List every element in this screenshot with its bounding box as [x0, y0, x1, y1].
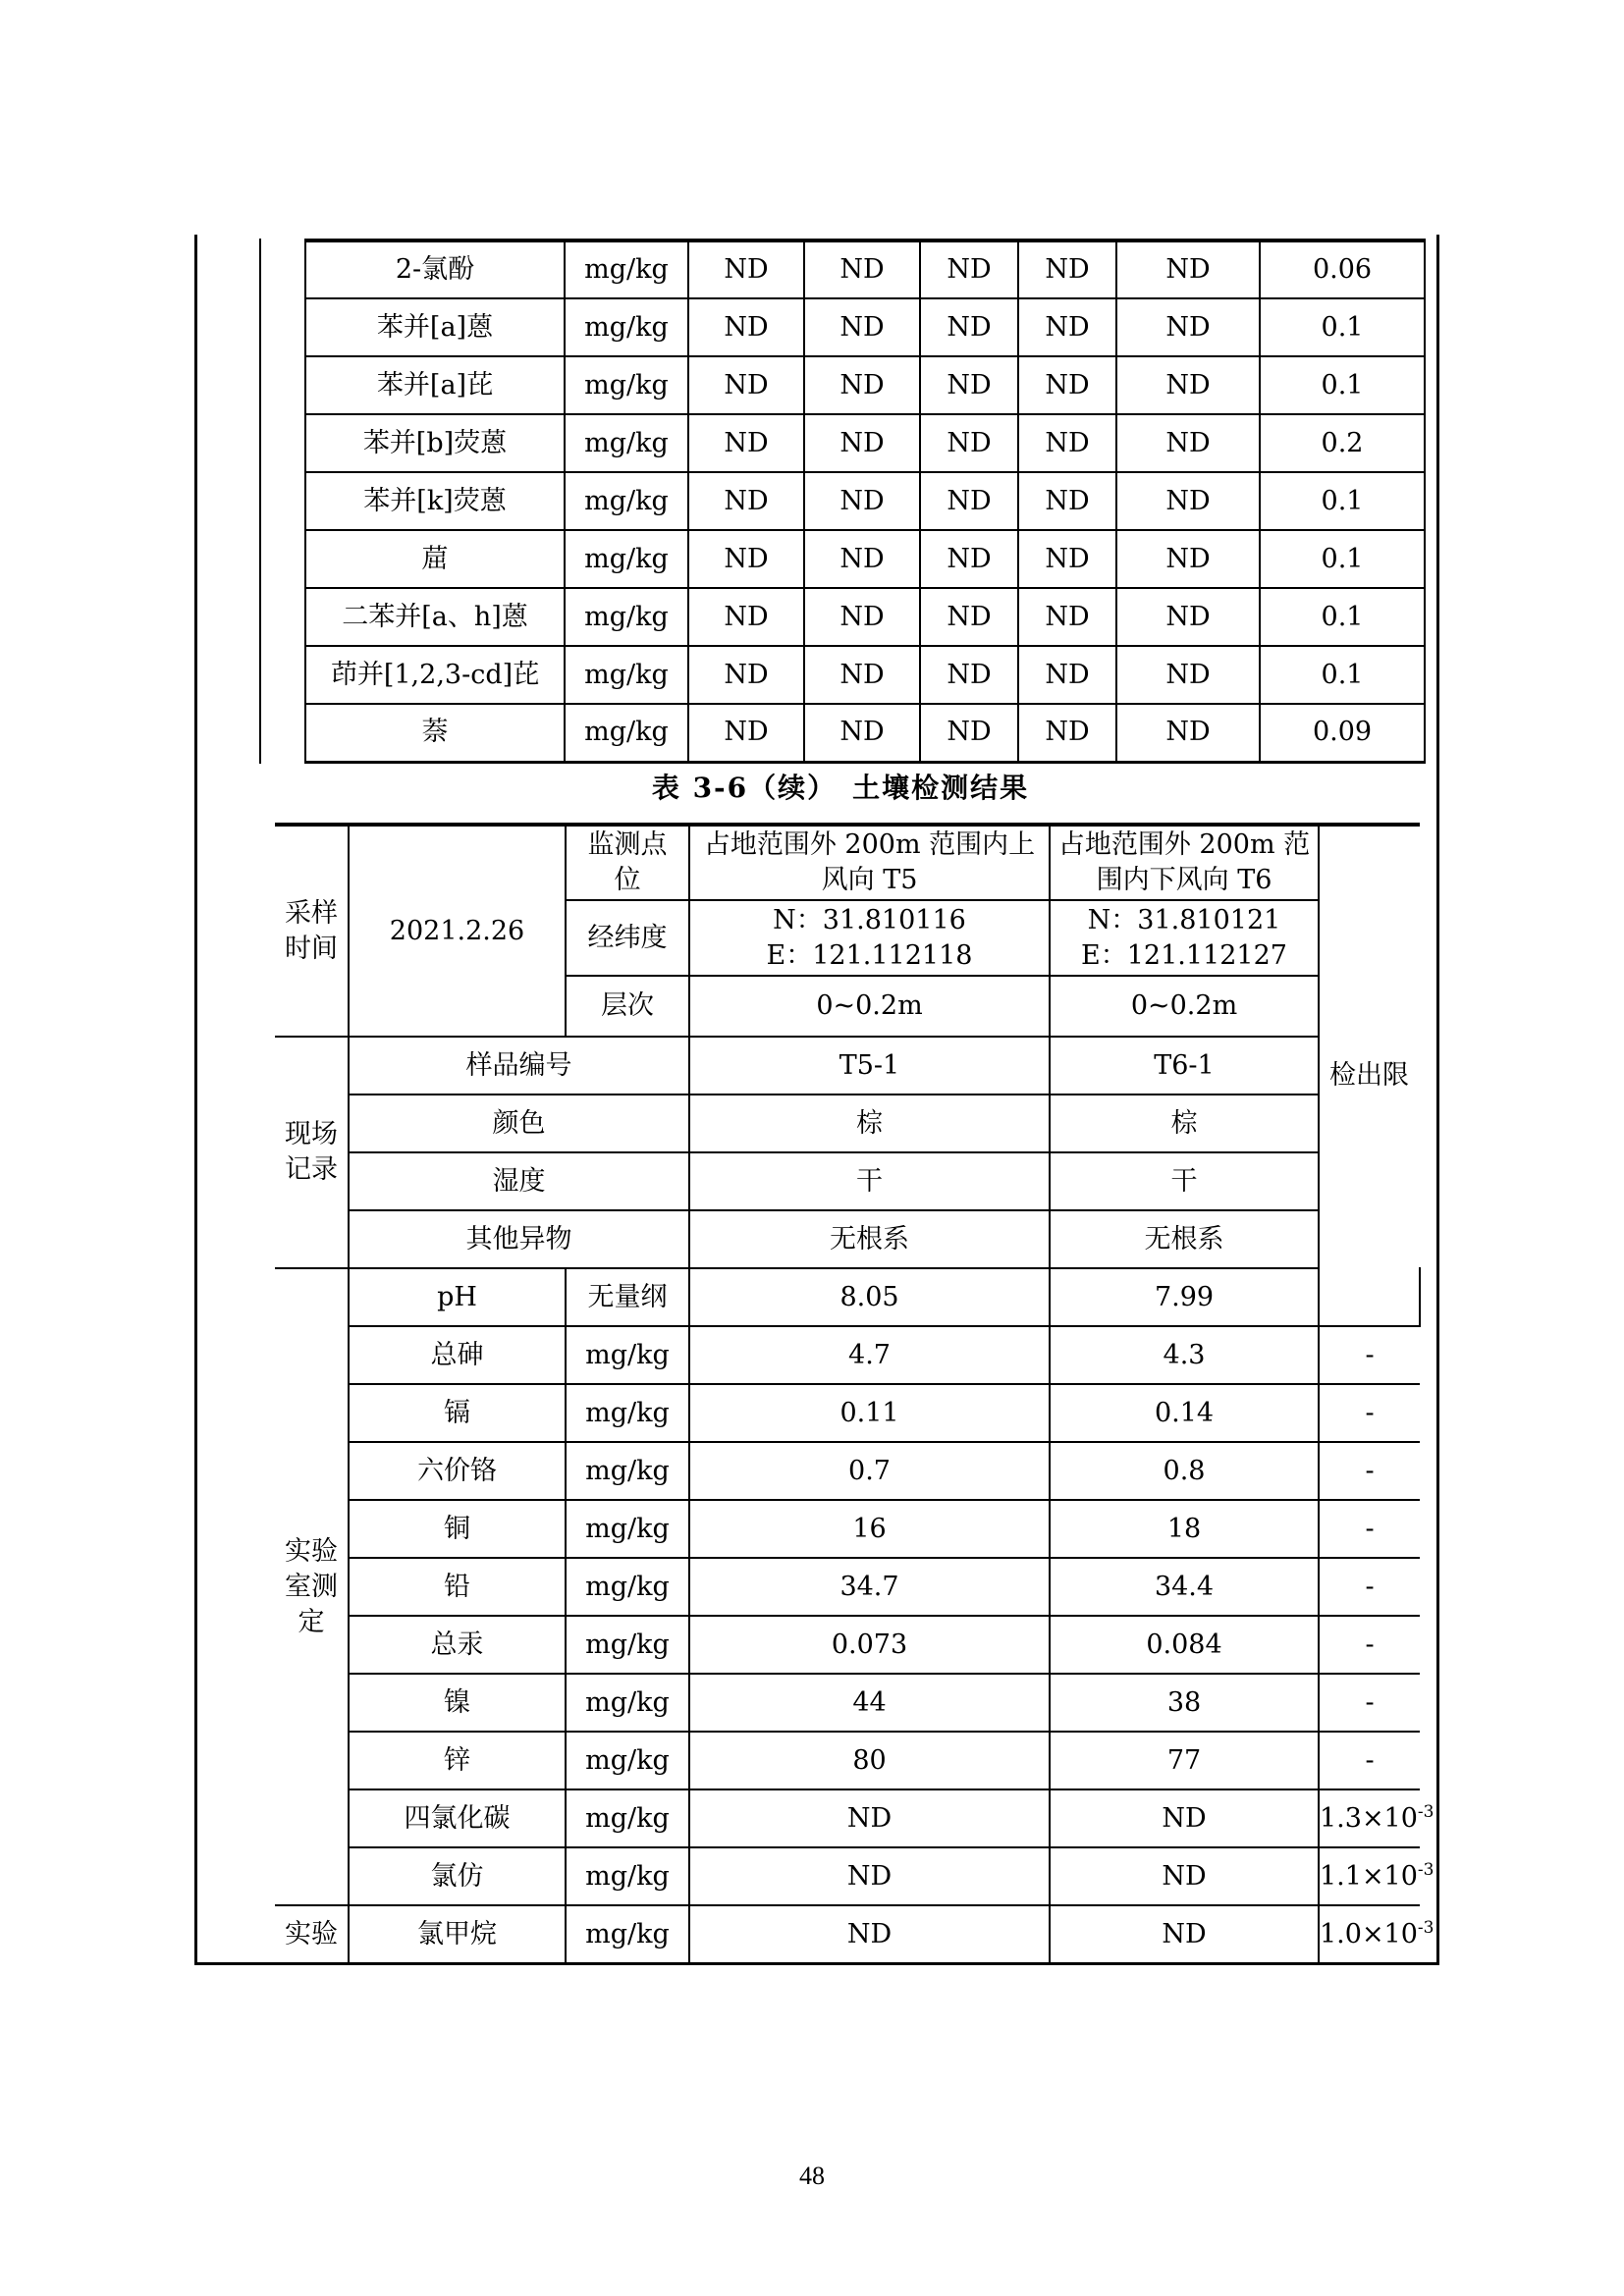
unit: mg/kg	[566, 1789, 689, 1847]
table-row	[275, 1616, 1420, 1674]
parameter-name: pH	[349, 1268, 566, 1326]
field-label-other: 其他异物	[349, 1210, 689, 1268]
lab-label-continued: 实验	[275, 1905, 349, 1963]
field-label-color: 颜色	[349, 1095, 689, 1152]
limit-exponent: -3	[1417, 1859, 1435, 1880]
result-value: ND	[804, 414, 920, 472]
parameter-name: 四氯化碳	[349, 1789, 566, 1847]
result-value: ND	[688, 414, 804, 472]
result-value: ND	[920, 240, 1018, 298]
limit-base: 1.1×10	[1320, 1860, 1418, 1892]
result-t5: 44	[689, 1674, 1050, 1732]
detection-limit-label: 检出限	[1319, 825, 1420, 1326]
result-value: ND	[804, 704, 920, 762]
result-value: ND	[1018, 472, 1116, 530]
result-t6: 38	[1050, 1674, 1319, 1732]
table-row	[275, 1558, 1420, 1616]
field-label-sample-id: 样品编号	[349, 1037, 689, 1095]
parameter-name: 总汞	[349, 1616, 566, 1674]
field-t6-sample-id: T6-1	[1050, 1037, 1319, 1095]
result-value: ND	[688, 356, 804, 414]
result-t6: 4.3	[1050, 1326, 1319, 1384]
table-caption: 表 3-6（续） 土壤检测结果	[651, 772, 1030, 804]
result-value: ND	[1018, 298, 1116, 356]
parameter-name: 苯并[k]荧蒽	[305, 472, 565, 530]
table-row	[275, 1789, 1420, 1847]
field-record-label: 现场记录	[275, 1037, 349, 1268]
result-value: ND	[1018, 704, 1116, 762]
result-value: ND	[1116, 472, 1260, 530]
result-t6: ND	[1050, 1847, 1319, 1905]
detection-limit: 0.09	[1260, 704, 1425, 762]
unit: mg/kg	[566, 1847, 689, 1905]
unit: mg/kg	[566, 1674, 689, 1732]
table-row	[305, 356, 1425, 414]
unit: mg/kg	[566, 1905, 689, 1963]
detection-limit: -	[1319, 1326, 1420, 1384]
result-value: ND	[688, 588, 804, 646]
lab-label: 实验室测定	[275, 1268, 349, 1905]
sampling-date: 2021.2.26	[349, 825, 566, 1037]
detection-limit: -	[1319, 1500, 1420, 1558]
detection-limit: -	[1319, 1616, 1420, 1674]
table-row	[275, 1674, 1420, 1732]
detection-limit: -	[1319, 1732, 1420, 1789]
table-row	[305, 704, 1425, 762]
result-value: ND	[920, 414, 1018, 472]
parameter-name: 苯并[a]蒽	[305, 298, 565, 356]
result-t6: 34.4	[1050, 1558, 1319, 1616]
parameter-name: 茚并[1,2,3-cd]芘	[305, 646, 565, 704]
coord-t5-e: E：121.112118	[766, 939, 973, 971]
parameter-name: 铅	[349, 1558, 566, 1616]
result-t5: ND	[689, 1789, 1050, 1847]
field-t6-color: 棕	[1050, 1095, 1319, 1152]
result-value: ND	[1018, 356, 1116, 414]
result-value: ND	[1116, 646, 1260, 704]
result-value: ND	[920, 646, 1018, 704]
result-value: ND	[688, 646, 804, 704]
detection-limit: 0.1	[1260, 356, 1425, 414]
result-t6: 0.084	[1050, 1616, 1319, 1674]
layer-label: 层次	[566, 976, 689, 1037]
result-value: ND	[920, 588, 1018, 646]
unit: 无量纲	[566, 1268, 689, 1326]
parameter-name: 六价铬	[349, 1442, 566, 1500]
result-value: ND	[1116, 414, 1260, 472]
result-t5: 4.7	[689, 1326, 1050, 1384]
unit: mg/kg	[566, 1326, 689, 1384]
results-table-top	[304, 239, 1426, 764]
detection-limit: -	[1319, 1442, 1420, 1500]
result-t5: 80	[689, 1732, 1050, 1789]
result-value: ND	[804, 588, 920, 646]
result-value: ND	[1018, 646, 1116, 704]
result-value: ND	[920, 704, 1018, 762]
unit: mg/kg	[565, 646, 688, 704]
result-value: ND	[804, 298, 920, 356]
field-t6-other: 无根系	[1050, 1210, 1319, 1268]
parameter-name: 二苯并[a、h]蒽	[305, 588, 565, 646]
parameter-name: 锌	[349, 1732, 566, 1789]
result-value: ND	[920, 472, 1018, 530]
site-t6: 占地范围外 200m 范围内下风向 T6	[1050, 825, 1319, 900]
unit: mg/kg	[565, 588, 688, 646]
detection-limit: 0.06	[1260, 240, 1425, 298]
table-row	[275, 1442, 1420, 1500]
result-value: ND	[1116, 704, 1260, 762]
detection-limit	[1319, 1789, 1435, 1847]
coord-t6	[1050, 900, 1319, 976]
result-t6: 18	[1050, 1500, 1319, 1558]
result-value: ND	[804, 530, 920, 588]
limit-exponent: -3	[1417, 1918, 1435, 1938]
detection-limit: 0.2	[1260, 414, 1425, 472]
parameter-name: 2-氯酚	[305, 240, 565, 298]
result-value: ND	[1018, 530, 1116, 588]
frame-inner-rule	[259, 239, 261, 764]
table-row	[305, 588, 1425, 646]
result-value: ND	[1018, 240, 1116, 298]
result-t6: 77	[1050, 1732, 1319, 1789]
table-row	[275, 1384, 1420, 1442]
result-value: ND	[688, 704, 804, 762]
result-t6: ND	[1050, 1789, 1319, 1847]
unit: mg/kg	[565, 414, 688, 472]
result-t5: ND	[689, 1905, 1050, 1963]
result-value: ND	[688, 530, 804, 588]
result-value: ND	[688, 472, 804, 530]
parameter-name: 镍	[349, 1674, 566, 1732]
field-t5-sample-id: T5-1	[689, 1037, 1050, 1095]
unit: mg/kg	[565, 472, 688, 530]
table-row	[275, 1905, 1420, 1963]
detection-limit: -	[1319, 1674, 1420, 1732]
coord-t6-e: E：121.112127	[1081, 939, 1287, 971]
result-t5: 8.05	[689, 1268, 1050, 1326]
detection-limit	[1319, 1905, 1435, 1963]
table-row	[275, 1847, 1420, 1905]
detection-limit: 0.1	[1260, 472, 1425, 530]
result-value: ND	[804, 472, 920, 530]
page-number: 48	[799, 2162, 825, 2190]
result-value: ND	[1116, 356, 1260, 414]
unit: mg/kg	[566, 1384, 689, 1442]
top-table-body	[305, 240, 1425, 762]
result-value: ND	[804, 356, 920, 414]
detection-limit: 0.1	[1260, 646, 1425, 704]
detection-limit: -	[1319, 1558, 1420, 1616]
result-value: ND	[1116, 240, 1260, 298]
field-t5-other: 无根系	[689, 1210, 1050, 1268]
result-value: ND	[688, 298, 804, 356]
layer-t5: 0~0.2m	[689, 976, 1050, 1037]
parameter-name: 苯并[a]芘	[305, 356, 565, 414]
result-t5: 0.11	[689, 1384, 1050, 1442]
result-t6: 0.14	[1050, 1384, 1319, 1442]
result-value: ND	[1018, 588, 1116, 646]
table-row	[275, 1732, 1420, 1789]
result-t6: 7.99	[1050, 1268, 1319, 1326]
limit-exponent: -3	[1417, 1801, 1435, 1822]
parameter-name: 萘	[305, 704, 565, 762]
result-t5: 0.073	[689, 1616, 1050, 1674]
detection-limit: 0.1	[1260, 588, 1425, 646]
coord-t5	[689, 900, 1050, 976]
result-value: ND	[1116, 588, 1260, 646]
site-t5: 占地范围外 200m 范围内上风向 T5	[689, 825, 1050, 900]
result-value: ND	[1018, 414, 1116, 472]
parameter-name: 苯并[b]荧蒽	[305, 414, 565, 472]
unit: mg/kg	[566, 1500, 689, 1558]
parameter-name: 镉	[349, 1384, 566, 1442]
detection-limit: -	[1319, 1384, 1420, 1442]
result-value: ND	[1116, 530, 1260, 588]
unit: mg/kg	[565, 530, 688, 588]
table-row	[305, 298, 1425, 356]
coord-label: 经纬度	[566, 900, 689, 976]
table-row	[275, 1326, 1420, 1384]
result-t5: 16	[689, 1500, 1050, 1558]
field-t6-humidity: 干	[1050, 1152, 1319, 1210]
unit: mg/kg	[566, 1558, 689, 1616]
result-t5: 0.7	[689, 1442, 1050, 1500]
site-label: 监测点位	[566, 825, 689, 900]
layer-t6: 0~0.2m	[1050, 976, 1319, 1037]
table-row	[305, 530, 1425, 588]
result-value: ND	[688, 240, 804, 298]
result-value: ND	[920, 530, 1018, 588]
result-t6: 0.8	[1050, 1442, 1319, 1500]
table-row	[305, 240, 1425, 298]
limit-base: 1.0×10	[1320, 1919, 1418, 1949]
result-value: ND	[804, 240, 920, 298]
sampling-time-label: 采样时间	[275, 825, 349, 1037]
result-t5: 34.7	[689, 1558, 1050, 1616]
detection-limit: 0.1	[1260, 298, 1425, 356]
unit: mg/kg	[566, 1732, 689, 1789]
parameter-name: 铜	[349, 1500, 566, 1558]
soil-results-table	[275, 823, 1435, 1963]
unit: mg/kg	[566, 1616, 689, 1674]
parameter-name: 䓛	[305, 530, 565, 588]
result-value: ND	[804, 646, 920, 704]
result-t6: ND	[1050, 1905, 1319, 1963]
unit: mg/kg	[565, 356, 688, 414]
unit: mg/kg	[565, 704, 688, 762]
table-row	[305, 646, 1425, 704]
parameter-name: 氯甲烷	[349, 1905, 566, 1963]
unit: mg/kg	[566, 1442, 689, 1500]
parameter-name: 总砷	[349, 1326, 566, 1384]
result-value: ND	[920, 356, 1018, 414]
result-t5: ND	[689, 1847, 1050, 1905]
unit: mg/kg	[565, 240, 688, 298]
table-row	[305, 414, 1425, 472]
field-t5-color: 棕	[689, 1095, 1050, 1152]
detection-limit	[1319, 1847, 1435, 1905]
coord-t6-n: N：31.810121	[1087, 904, 1281, 935]
main-table-body	[275, 825, 1435, 1963]
parameter-name: 氯仿	[349, 1847, 566, 1905]
result-value: ND	[920, 298, 1018, 356]
unit: mg/kg	[565, 298, 688, 356]
table-row	[275, 1268, 1420, 1326]
table-row	[305, 472, 1425, 530]
table-row	[275, 1500, 1420, 1558]
detection-limit: 0.1	[1260, 530, 1425, 588]
field-label-humidity: 湿度	[349, 1152, 689, 1210]
result-value: ND	[1116, 298, 1260, 356]
coord-t5-n: N：31.810116	[773, 904, 966, 935]
limit-base: 1.3×10	[1320, 1802, 1418, 1834]
field-t5-humidity: 干	[689, 1152, 1050, 1210]
